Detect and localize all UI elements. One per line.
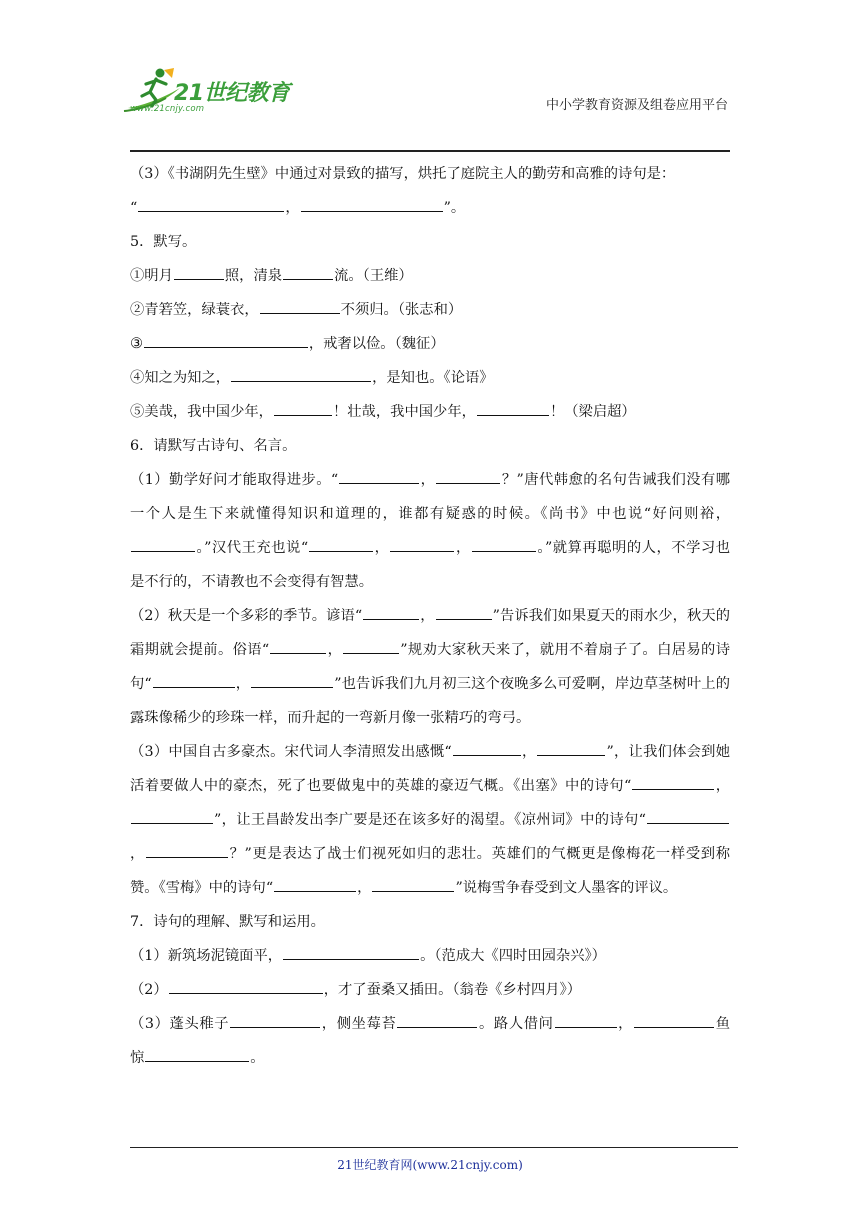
blank — [339, 469, 419, 484]
blank — [169, 979, 323, 994]
blank — [397, 1013, 477, 1028]
blank — [301, 197, 443, 212]
footer-link[interactable]: 21世纪教育网(www.21cnjy.com) — [337, 1158, 523, 1172]
footer-divider — [130, 1147, 738, 1148]
blank — [472, 537, 536, 552]
blank — [309, 537, 373, 552]
blank — [634, 1013, 714, 1028]
blank — [632, 775, 714, 790]
site-logo — [122, 66, 297, 122]
q6-part-1: （1）勤学好问才能取得进步。“ ， ？”唐代韩愈的名句告诫我们没有哪一个人是生下来就懂得知识和道理的，谁都有疑惑的时候。《尚书》中也说“好问则裕，。”汉代王充也说“ ， ， 。”就算再聪明的人，不学习也是不行的，不请教也不会变得有智慧。 — [130, 463, 730, 599]
blank — [146, 843, 228, 858]
q6-part-2: （2）秋天是一个多彩的季节。谚语“ ， ”告诉我们如果夏天的雨水少，秋天的霜期就会提前。俗语“ ， ”规劝大家秋天来了，就用不着扇子了。白居易的诗句“ ， ”也告诉我们九月初三这个夜晚多么可爱啊，岸边草茎树叶上的露珠像稀少的珍珠一样，而升起的一弯新月像一张精巧的弯弓。 — [130, 599, 730, 735]
blank — [153, 673, 235, 688]
q5-line-3: ③ ，戒奢以俭。（魏征） — [130, 327, 730, 361]
blank — [138, 197, 284, 212]
q7-line-2: （2） ，才了蚕桑又插田。（翁卷《乡村四月》） — [130, 973, 730, 1007]
blank — [174, 265, 224, 280]
q5-line-1: ①明月 照，清泉 流。（王维） — [130, 259, 730, 293]
logo-text: 21世纪教育 — [174, 81, 290, 106]
q4-3-answer: “ ， ”。 — [130, 191, 730, 225]
blank — [436, 605, 492, 620]
blank — [436, 469, 500, 484]
blank — [144, 333, 308, 348]
blank — [283, 265, 333, 280]
blank — [555, 1013, 617, 1028]
q7-title: 7．诗句的理解、默写和运用。 — [130, 914, 325, 930]
blank — [372, 877, 454, 892]
q4-3-prompt: （3）《书湖阴先生壁》中通过对景致的描写，烘托了庭院主人的勤劳和高雅的诗句是： — [130, 166, 676, 182]
q7-line-3: （3）蓬头稚子 ，侧坐莓苔 。路人借问 ， 鱼惊 。 — [130, 1007, 730, 1075]
blank — [145, 1047, 249, 1062]
blank — [363, 605, 419, 620]
blank — [274, 877, 356, 892]
q5-line-2: ②青箬笠，绿蓑衣， 不须归。（张志和） — [130, 293, 730, 327]
question-content — [130, 157, 730, 1075]
logo-url: www.21cnjy.com — [130, 104, 205, 114]
q6-part-3: （3）中国自古多豪杰。宋代词人李清照发出感慨“ ， ”，让我们体会到她活着要做人中的豪杰，死了也要做鬼中的英雄的豪迈气概。《出塞》中的诗句“ ，”，让王昌龄发出李广要是还在该多好的渴望。《凉州词》中的诗句“， ？”更是表达了战士们视死如归的悲壮。英雄们的气概更是像梅花一样受到称赞。《雪梅》中的诗句“ ， ”说梅雪争春受到文人墨客的评议。 — [130, 735, 730, 905]
q5-title: 5．默写。 — [130, 234, 197, 250]
blank — [283, 945, 419, 960]
blank — [131, 809, 213, 824]
blank — [231, 367, 371, 382]
blank — [274, 401, 332, 416]
blank — [453, 741, 521, 756]
q7-line-1: （1）新筑场泥镜面平， 。（范成大《四时田园杂兴》） — [130, 939, 730, 973]
blank — [390, 537, 454, 552]
q5-line-4: ④知之为知之， ，是知也。《论语》 — [130, 361, 730, 395]
blank — [477, 401, 549, 416]
q6-title: 6．请默写古诗句、名言。 — [130, 438, 297, 454]
header-divider — [130, 150, 730, 152]
blank — [537, 741, 605, 756]
blank — [131, 537, 195, 552]
platform-label: 中小学教育资源及组卷应用平台 — [545, 98, 728, 113]
q5-line-5: ⑤美哉，我中国少年， ！壮哉，我中国少年， ！（梁启超） — [130, 395, 730, 429]
blank — [251, 673, 333, 688]
blank — [343, 639, 399, 654]
blank — [230, 1013, 320, 1028]
blank — [270, 639, 326, 654]
blank — [647, 809, 729, 824]
blank — [260, 299, 340, 314]
